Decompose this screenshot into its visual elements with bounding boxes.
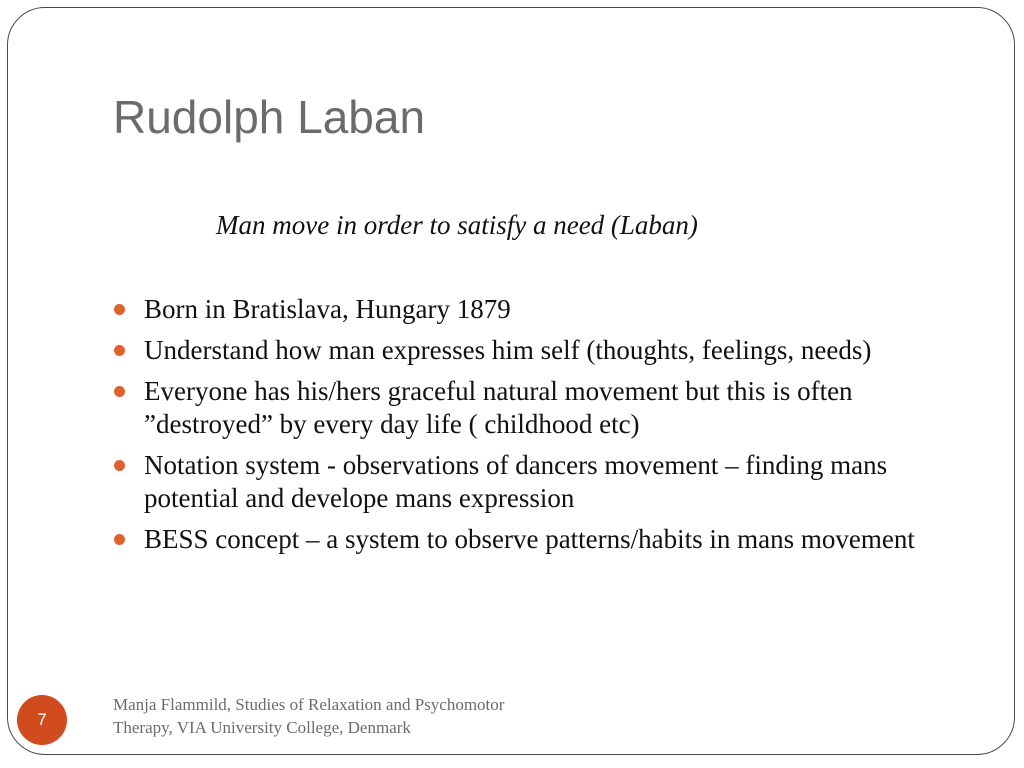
bullet-text: Notation system - observations of dancers movement – finding mans potential and develope mans expression (144, 450, 888, 513)
bullet-dot-icon (114, 345, 125, 356)
slide-title: Rudolph Laban (113, 91, 426, 143)
bullet-text: BESS concept – a system to observe patterns/habits in mans movement (144, 524, 915, 554)
footer-line-2: Therapy, VIA University College, Denmark (113, 718, 411, 737)
bullet-item (113, 523, 963, 556)
bullet-list (113, 293, 963, 564)
bullet-item (113, 334, 963, 367)
page-number-badge (17, 695, 67, 745)
bullet-text: Everyone has his/hers graceful natural movement but this is often ”destroyed” by every day life ( childhood etc) (144, 376, 853, 439)
bullet-dot-icon (114, 386, 125, 397)
slide-footer (113, 693, 553, 739)
bullet-dot-icon (114, 460, 125, 471)
slide-quote: Man move in order to satisfy a need (Laban) (216, 210, 698, 240)
page-number: 7 (37, 710, 47, 729)
bullet-item (113, 449, 963, 515)
bullet-text: Born in Bratislava, Hungary 1879 (144, 294, 511, 324)
bullet-item (113, 375, 963, 441)
bullet-dot-icon (114, 304, 125, 315)
bullet-item (113, 293, 963, 326)
bullet-dot-icon (114, 534, 125, 545)
bullet-text: Understand how man expresses him self (thoughts, feelings, needs) (144, 335, 872, 365)
footer-line-1: Manja Flammild, Studies of Relaxation and Psychomotor (113, 695, 505, 714)
